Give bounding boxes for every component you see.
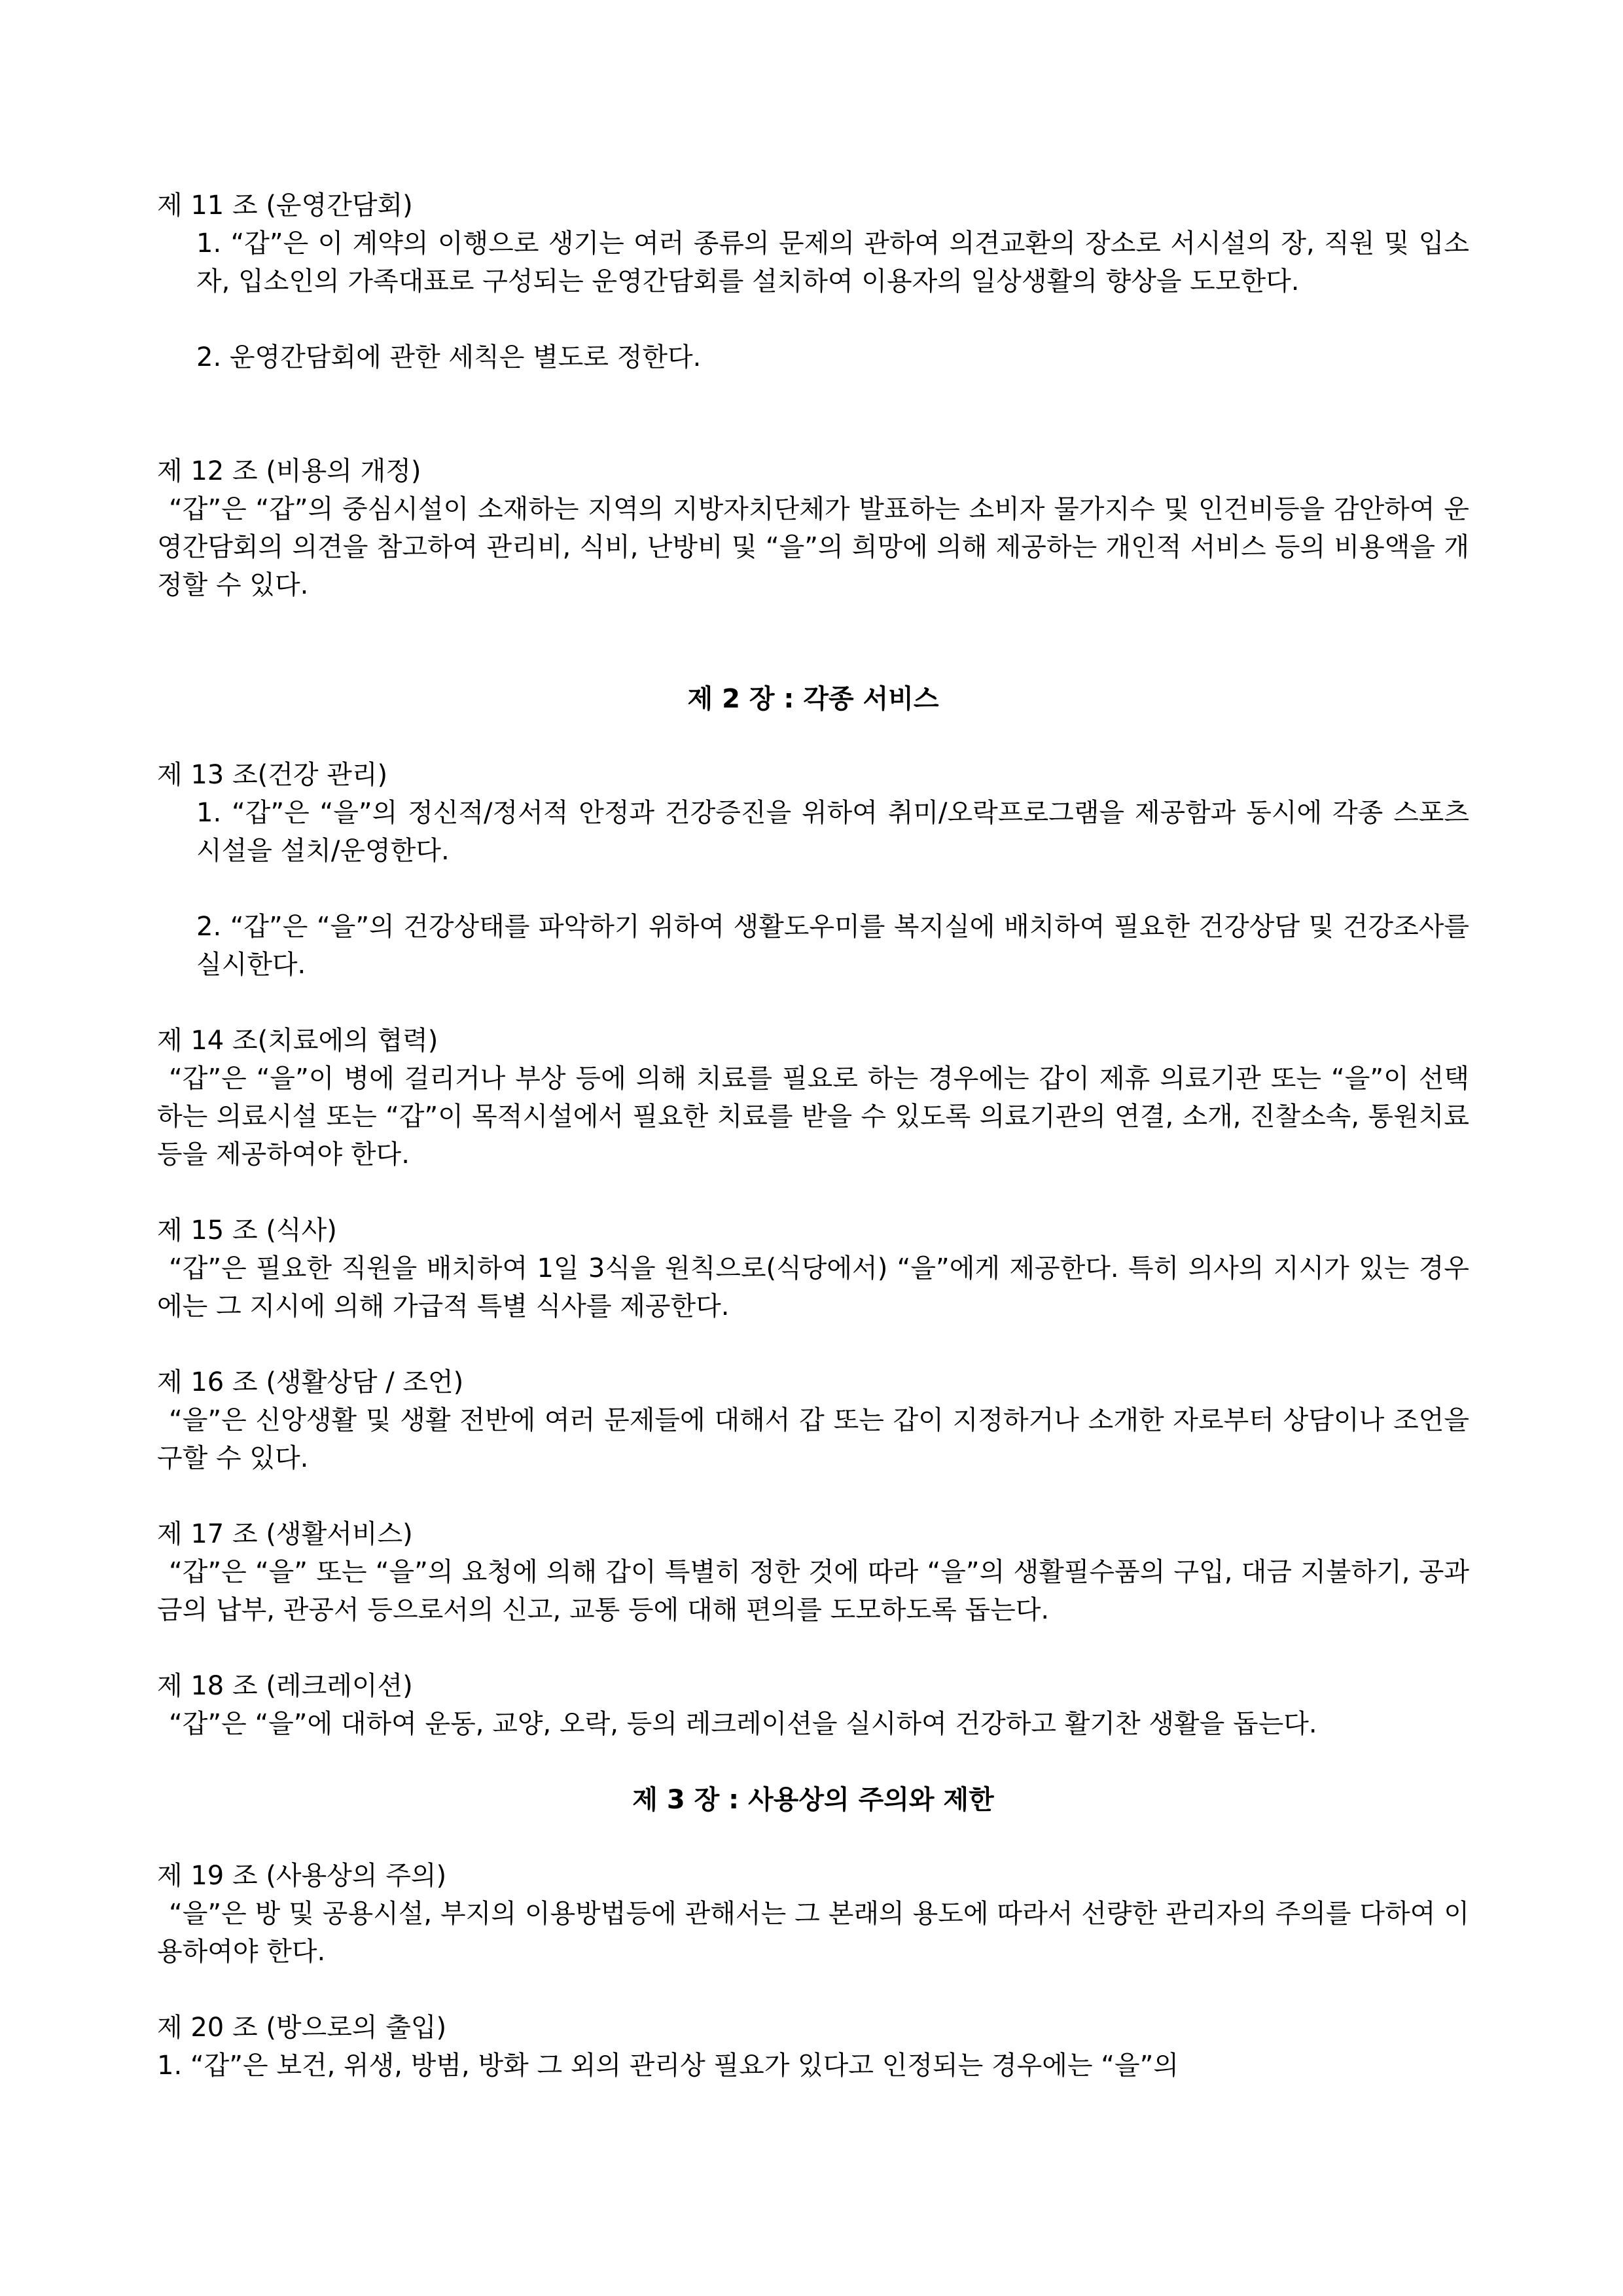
article-13-item-1: 1. “갑”은 “을”의 정신적/정서적 안정과 건강증진을 위하여 취미/오락프로그램을 제공함과 동시에 각종 스포츠 시설을 설치/운영한다.	[196, 798, 1469, 866]
article-12-title: 제 12 조 (비용의 개정)	[157, 456, 421, 486]
article-15	[157, 1211, 1469, 1325]
article-16-title: 제 16 조 (생활상담 / 조언)	[157, 1367, 464, 1397]
article-11-item-1: 1. “갑”은 이 계약의 이행으로 생기는 여러 종류의 문제의 관하여 의견교환의 장소로 서시설의 장, 직원 및 입소자, 입소인의 가족대표로 구성되는 운영간담회를 설치하여 이용자의 일상생활의 향상을 도모한다.	[196, 228, 1469, 296]
article-12	[157, 452, 1469, 604]
article-12-body: “갑”은 “갑”의 중심시설이 소재하는 지역의 지방자치단체가 발표하는 소비자 물가지수 및 인건비등을 감안하여 운영간담회의 의견을 참고하여 관리비, 식비, 난방비 및 “을”의 희망에 의해 제공하는 개인적 서비스 등의 비용액을 개정할 수 있다.	[157, 494, 1469, 600]
chapter-2-heading: 제 2 장 : 각종 서비스	[687, 684, 939, 714]
article-18-body: “갑”은 “을”에 대하여 운동, 교양, 오락, 등의 레크레이션을 실시하여 건강하고 활기찬 생활을 돕는다.	[169, 1709, 1317, 1739]
article-19-body: “을”은 방 및 공용시설, 부지의 이용방법등에 관해서는 그 본래의 용도에 따라서 선량한 관리자의 주의를 다하여 이용하여야 한다.	[157, 1899, 1469, 1967]
chapter-3-heading: 제 3 장 : 사용상의 주의와 제한	[632, 1785, 994, 1815]
article-11-title: 제 11 조 (운영간담회)	[157, 190, 413, 221]
article-15-body: “갑”은 필요한 직원을 배치하여 1일 3식을 원칙으로(식당에서) “을”에게 제공한다. 특히 의사의 지시가 있는 경우에는 그 지시에 의해 가급적 특별 식사를 제공한다.	[157, 1253, 1469, 1321]
article-18	[157, 1667, 1469, 1743]
article-13-item-2: 2. “갑”은 “을”의 건강상태를 파악하기 위하여 생활도우미를 복지실에 배치하여 필요한 건강상담 및 건강조사를 실시한다.	[196, 912, 1469, 980]
article-17	[157, 1515, 1469, 1629]
document-page	[157, 187, 1469, 2085]
article-16-body: “을”은 신앙생활 및 생활 전반에 여러 문제들에 대해서 갑 또는 갑이 지정하거나 소개한 자로부터 상담이나 조언을 구할 수 있다.	[157, 1405, 1469, 1473]
article-14-body: “갑”은 “을”이 병에 걸리거나 부상 등에 의해 치료를 필요로 하는 경우에는 갑이 제휴 의료기관 또는 “을”이 선택하는 의료시설 또는 “갑”이 목적시설에서 필요한 치료를 받을 수 있도록 의료기관의 연결, 소개, 진찰소속, 통원치료 등을 제공하여야 한다.	[157, 1064, 1469, 1170]
article-14	[157, 1022, 1469, 1174]
article-13-title: 제 13 조(건강 관리)	[157, 760, 388, 790]
article-16	[157, 1363, 1469, 1477]
article-15-title: 제 15 조 (식사)	[157, 1215, 337, 1246]
article-19	[157, 1857, 1469, 1971]
article-18-title: 제 18 조 (레크레이션)	[157, 1671, 413, 1701]
article-20-title: 제 20 조 (방으로의 출입)	[157, 2013, 447, 2043]
article-13	[157, 756, 1469, 984]
article-19-title: 제 19 조 (사용상의 주의)	[157, 1861, 447, 1891]
article-14-title: 제 14 조(치료에의 협력)	[157, 1026, 438, 1056]
article-11-item-2: 2. 운영간담회에 관한 세칙은 별도로 정한다.	[196, 342, 702, 372]
article-11	[157, 187, 1469, 376]
article-20	[157, 2009, 1469, 2085]
article-20-item-1: 1. “갑”은 보건, 위생, 방범, 방화 그 외의 관리상 필요가 있다고 인정되는 경우에는 “을”의	[157, 2051, 1179, 2081]
article-17-title: 제 17 조 (생활서비스)	[157, 1519, 413, 1549]
article-17-body: “갑”은 “을” 또는 “을”의 요청에 의해 갑이 특별히 정한 것에 따라 “을”의 생활필수품의 구입, 대금 지불하기, 공과금의 납부, 관공서 등으로서의 신고, 교통 등에 대해 편의를 도모하도록 돕는다.	[157, 1557, 1469, 1625]
